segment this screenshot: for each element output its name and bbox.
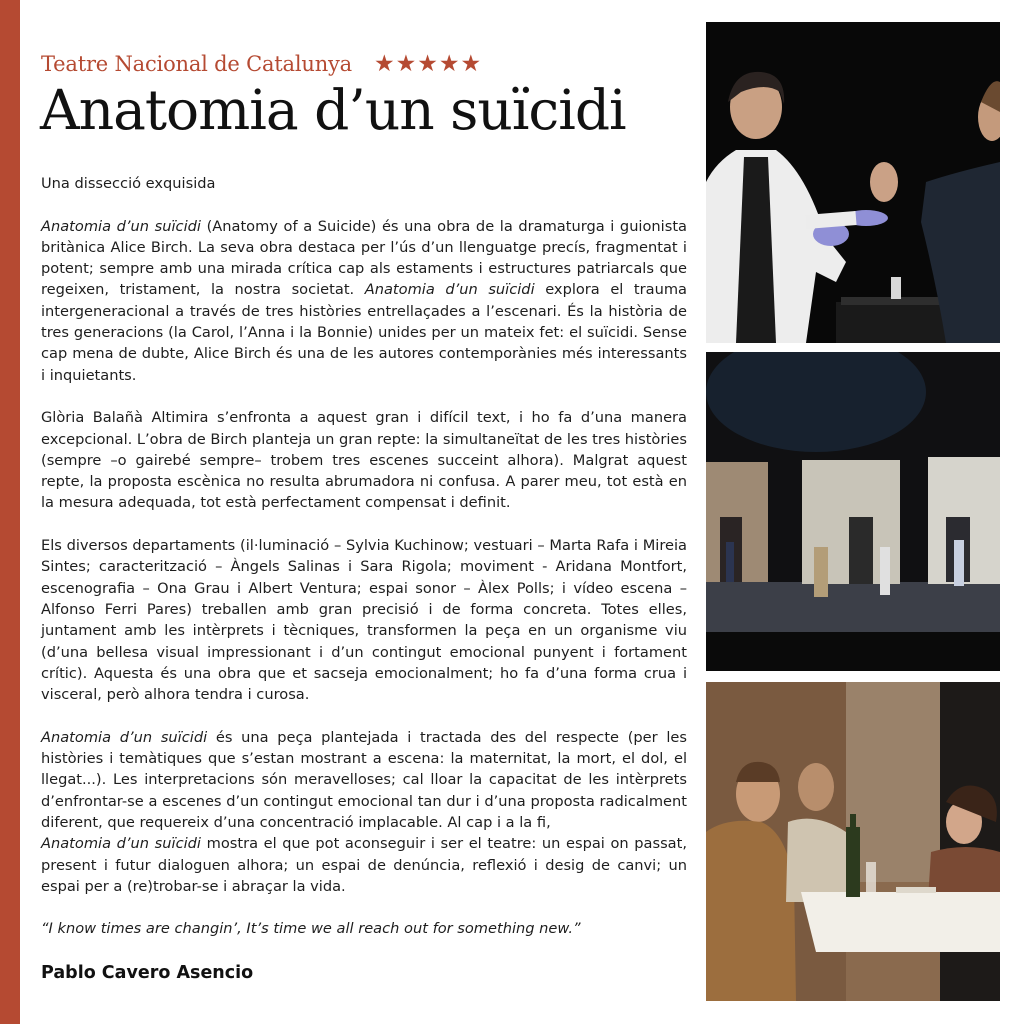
- author-name: Pablo Cavero Asencio: [41, 963, 254, 983]
- venue-line: [41, 50, 482, 78]
- paragraph-text: (Anatomy of a Suicide) és una obra de la dramaturga i guionista britànica Alice Birch. La seva obra destaca per l’ús d’un llenguatge precís, fragmentat i potent; sempre amb una mirada crítica cap als estaments i estructures patriarcals que regeixen, tristament, la nostra societat.: [41, 217, 687, 299]
- venue-name: Teatre Nacional de Catalunya: [41, 52, 352, 76]
- paragraph-4: [41, 727, 687, 897]
- work-title: Anatomia d’un suïcidi: [41, 217, 201, 235]
- paragraph-3: Els diversos departaments (il·luminació – Sylvia Kuchinow; vestuari – Marta Rafa i Mireia Sintes; caracterització – Àngels Salinas i Sara Rigola; moviment - Aridana Montfort, escenografia – Ona Grau i Albert Ventura; espai sonor – Àlex Polls; i vídeo escena – Alfonso Ferri Pares) treballen amb gran precisió i de forma concreta. Totes elles, juntament amb les intèrprets i tècniques, transformen la peça en un organisme viu (d’una bellesa visual impressionant i d’un contingut emocional punyent i fortament crític). Aquesta és una obra que et sacseja emocionalment; ho fa d’una forma crua i visceral, però alhora tendra i curosa.: [41, 537, 687, 704]
- paragraph-text: explora el trauma intergeneracional a través de tres històries entrellaçades a l’escenari. És la història de tres generacions (la Carol, l’Anna i la Bonnie) unides per un mateix fet: el suïcidi. Sense cap mena de dubte, Alice Birch és una de les autores contemporànies més interessants i inquietants.: [41, 281, 687, 384]
- accent-bar: [0, 0, 20, 1024]
- paragraph-1: [41, 216, 687, 386]
- page-title: Anatomia d’un suïcidi: [40, 78, 626, 142]
- stage-photo-set: [706, 352, 1000, 671]
- star-rating: ★★★★★: [374, 51, 483, 77]
- work-title: Anatomia d’un suïcidi: [41, 835, 201, 853]
- stage-photo-doctor: [706, 22, 1000, 343]
- paragraph-2: Glòria Balañà Altimira s’enfronta a aquest gran i difícil text, i ho fa d’una manera excepcional. L’obra de Birch planteja un gran repte: la simultaneïtat de les tres històries (sempre –o gairebé sempre– trobem tres escenes succeint alhora). Malgrat aquest repte, la proposta escènica no resulta abrumadora ni confusa. A parer meu, tot està en la mesura adequada, tot està perfectament compensat i definit.: [41, 409, 688, 512]
- paragraph-text: mostra el que pot aconseguir i ser el teatre: un espai on passat, present i futur dialoguen alhora; un espai de denúncia, reflexió i desig de canvi; un espai per a (re)trobar-se i abraçar la vida.: [41, 835, 687, 895]
- article-body: [41, 173, 687, 961]
- work-title: Anatomia d’un suïcidi: [41, 728, 208, 746]
- work-title: Anatomia d’un suïcidi: [364, 281, 535, 299]
- closing-quote: “I know times are changin’, It’s time we all reach out for something new.”: [41, 920, 581, 938]
- paragraph-text: és una peça plantejada i tractada des del respecte (per les històries i temàtiques que s’estan mostrant a escena: la maternitat, la mort, el dol, el llegat...). Les interpretacions són meravelloses; cal lloar la capacitat de les intèrprets d’enfrontar-se a escenes d’un contingut emocional tan dur i d’una proposta radicalment diferent, que requereix d’una concentració implacable. Al cap i a la fi,: [41, 728, 687, 831]
- article-subtitle: Una dissecció exquisida: [41, 175, 216, 192]
- stage-photo-dinner: [706, 682, 1000, 1001]
